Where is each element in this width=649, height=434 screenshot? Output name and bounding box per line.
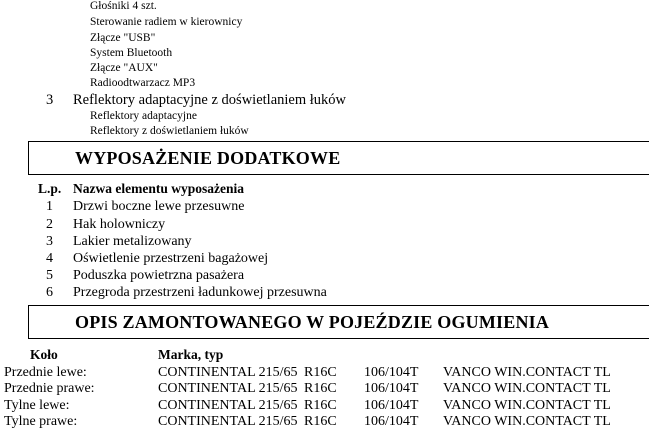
tyre-brand: CONTINENTAL 215/65 [158, 365, 298, 380]
equipment-subitem: Głośniki 4 szt. [90, 0, 157, 12]
item-number: 1 [46, 199, 53, 214]
section-title: OPIS ZAMONTOWANEGO W POJEŹDZIE OGUMIENIA [75, 312, 550, 332]
tyre-position: Przednie lewe: [4, 365, 87, 380]
item-number: 3 [46, 234, 53, 249]
tyre-model: VANCO WIN.CONTACT TL [443, 365, 611, 380]
item-number: 5 [46, 268, 53, 283]
equipment-subitem: Złącze "AUX" [90, 62, 158, 74]
tyre-load-index: 106/104T [364, 398, 419, 413]
tyre-size: R16C [304, 414, 337, 429]
tyre-model: VANCO WIN.CONTACT TL [443, 381, 611, 396]
tyre-brand: CONTINENTAL 215/65 [158, 381, 298, 396]
item-number: 3 [46, 92, 54, 108]
item-label: Lakier metalizowany [73, 234, 192, 249]
tyre-position: Tylne lewe: [4, 398, 70, 413]
equipment-subitem: Radioodtwarzacz MP3 [90, 77, 196, 89]
tyre-brand: CONTINENTAL 215/65 [158, 414, 298, 429]
item-label: Oświetlenie przestrzeni bagażowej [73, 251, 269, 266]
item-label: Reflektory adaptacyjne z doświetlaniem łuków [73, 92, 346, 108]
tyre-load-index: 106/104T [364, 381, 419, 396]
item-label: Drzwi boczne lewe przesuwne [73, 199, 245, 214]
tyre-model: VANCO WIN.CONTACT TL [443, 398, 611, 413]
tyre-load-index: 106/104T [364, 414, 419, 429]
item-number: 4 [46, 251, 53, 266]
equipment-subitem: Reflektory z doświetlaniem łuków [90, 125, 249, 137]
tyre-position: Tylne prawe: [4, 414, 78, 429]
column-header-brand: Marka, typ [158, 347, 224, 362]
item-number: 6 [46, 285, 53, 300]
item-number: 2 [46, 217, 53, 232]
item-label: Poduszka powietrzna pasażera [73, 268, 245, 283]
tyre-model: VANCO WIN.CONTACT TL [443, 414, 611, 429]
tyre-position: Przednie prawe: [4, 381, 95, 396]
column-header-name: Nazwa elementu wyposażenia [73, 181, 244, 196]
equipment-subitem: Reflektory adaptacyjne [90, 110, 197, 122]
tyres-section-header [28, 305, 649, 339]
equipment-subitem: System Bluetooth [90, 47, 173, 59]
column-header-wheel: Koło [30, 347, 58, 362]
section-title: WYPOSAŻENIE DODATKOWE [75, 148, 341, 168]
extra-equipment-section-header [28, 141, 649, 175]
column-header-lp: L.p. [38, 181, 62, 196]
tyre-brand: CONTINENTAL 215/65 [158, 398, 298, 413]
equipment-subitem: Sterowanie radiem w kierownicy [90, 16, 243, 28]
tyre-size: R16C [304, 381, 337, 396]
item-label: Hak holowniczy [73, 217, 166, 232]
tyre-size: R16C [304, 365, 337, 380]
tyre-size: R16C [304, 398, 337, 413]
item-label: Przegroda przestrzeni ładunkowej przesuwna [73, 285, 327, 300]
equipment-subitem: Złącze "USB" [90, 32, 156, 44]
tyre-load-index: 106/104T [364, 365, 419, 380]
